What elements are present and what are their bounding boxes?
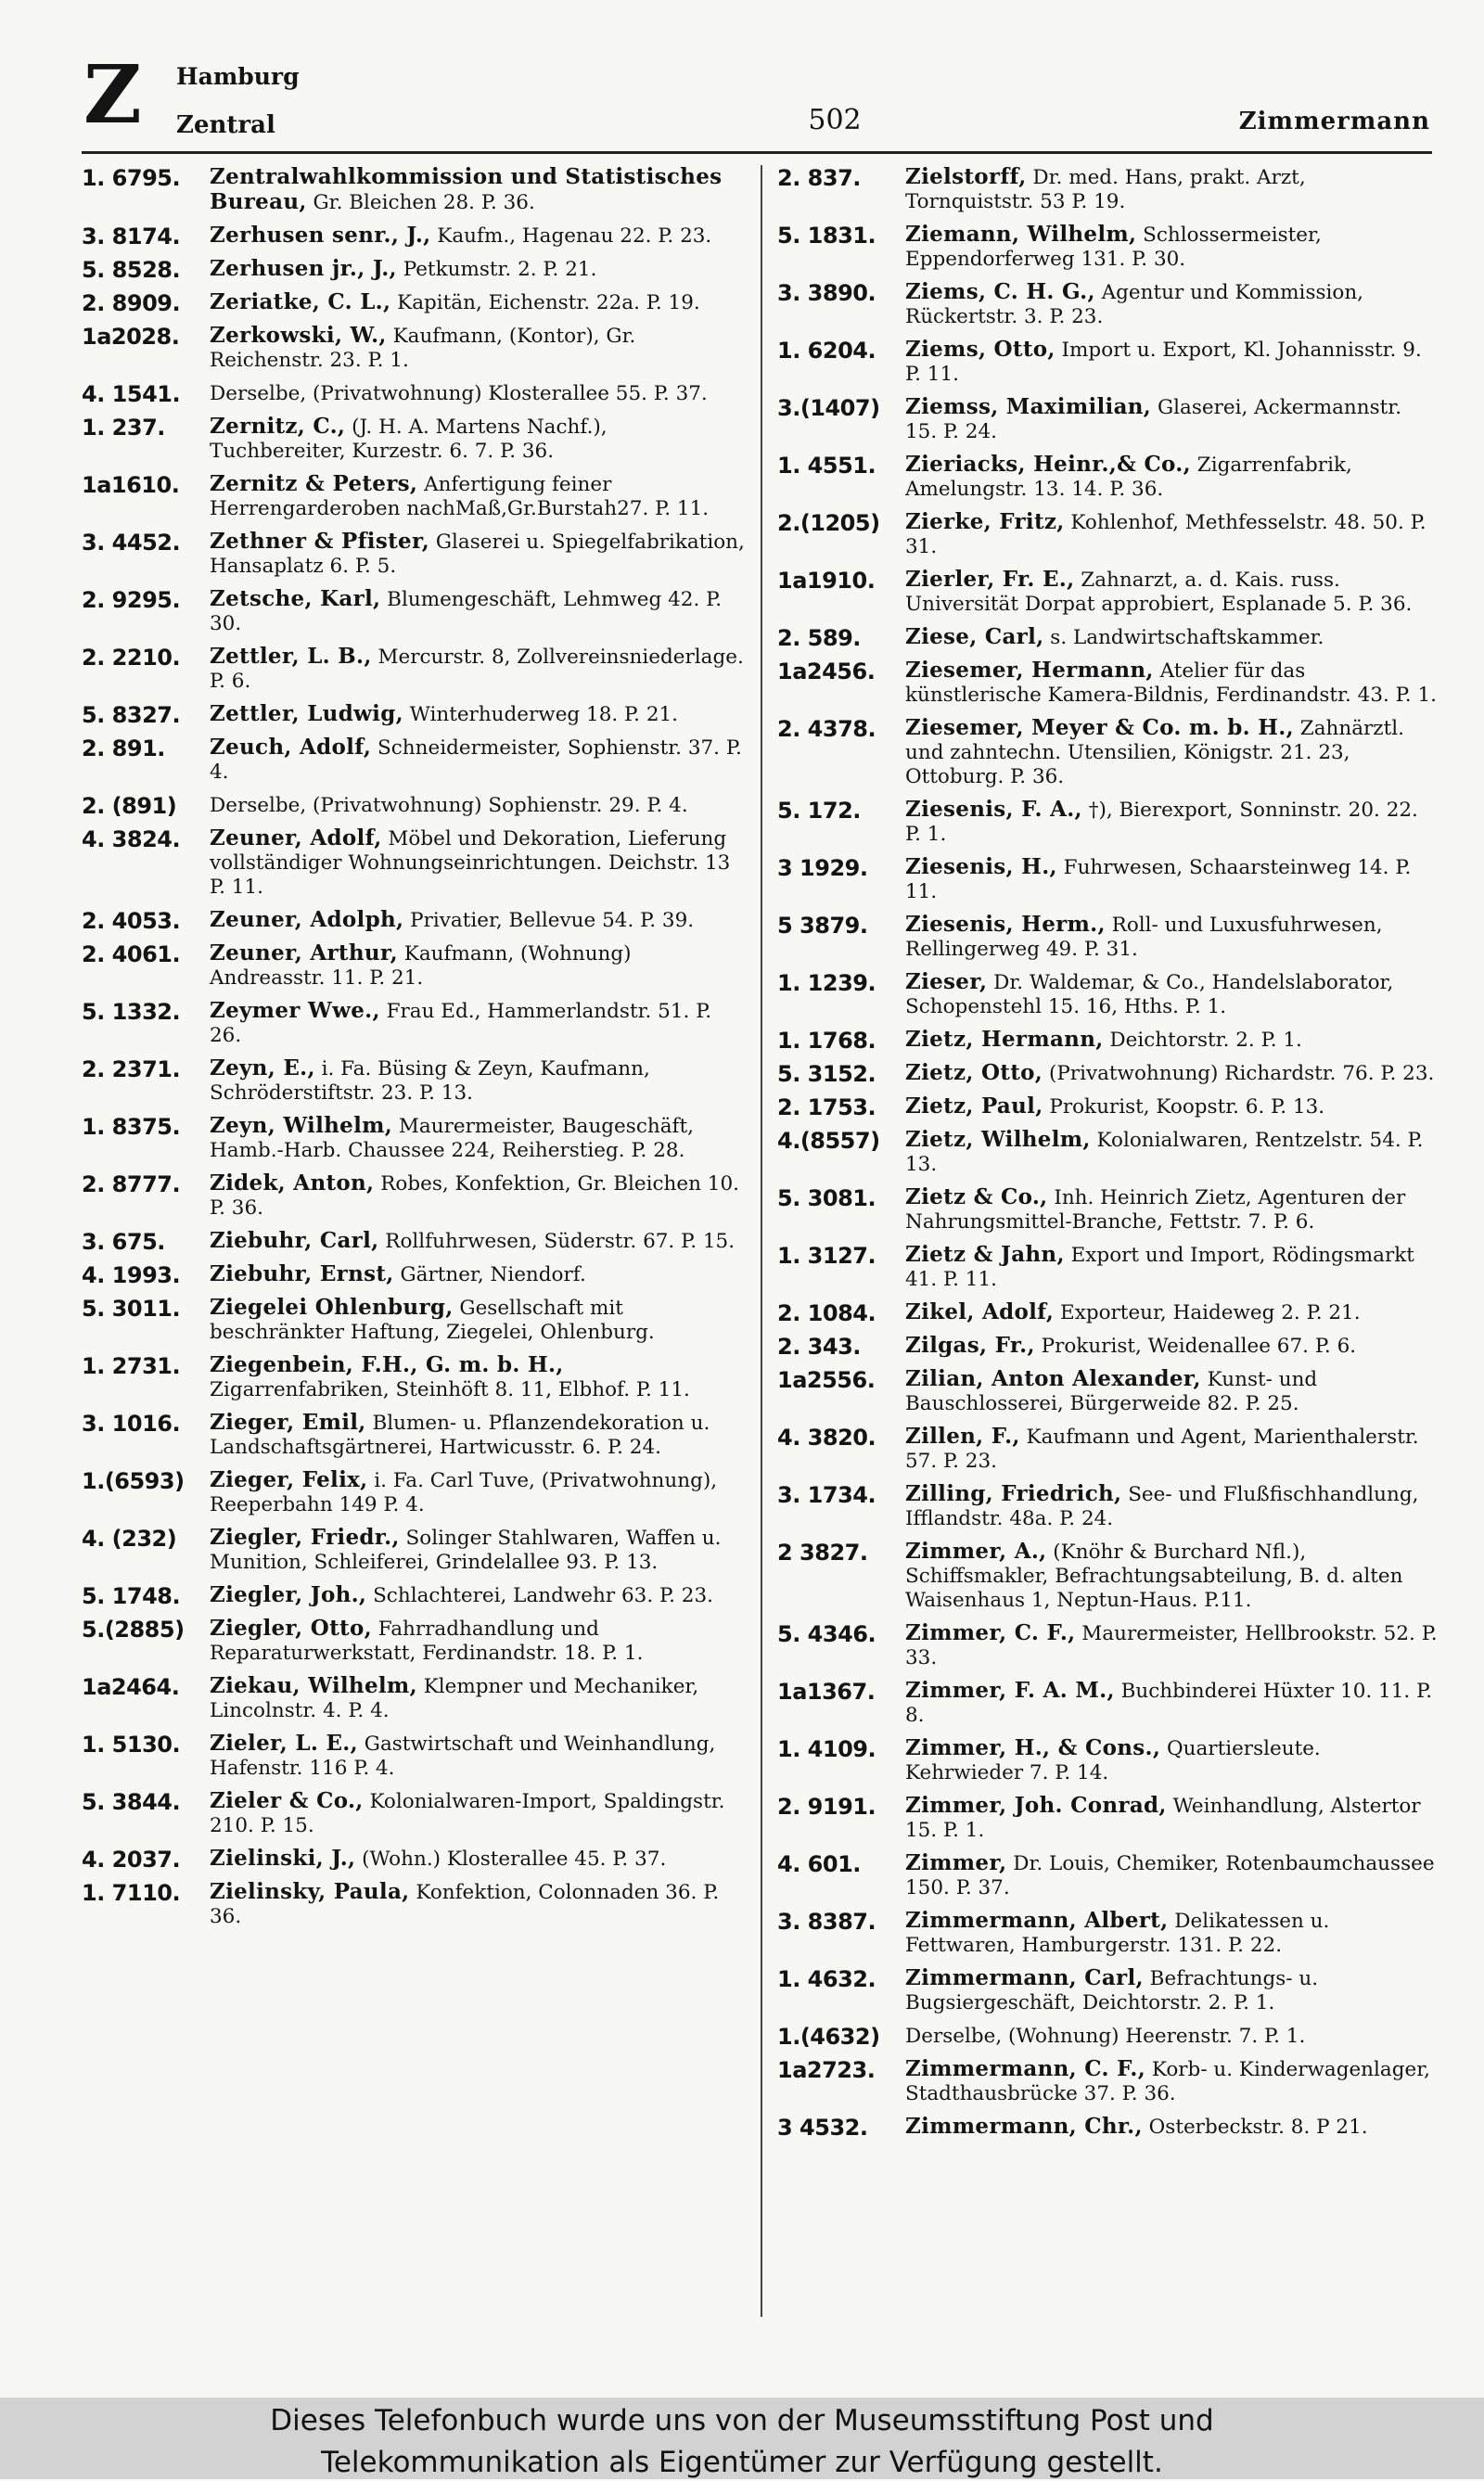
subscriber-name: Zimmer, [905, 1850, 1007, 1875]
subscriber-name: Zimmermann, Albert, [905, 1908, 1169, 1933]
subscriber-name: Zilgas, Fr., [905, 1333, 1035, 1358]
listing-entry [777, 1334, 1438, 1359]
listing-details: Kaufmann, (Kontor), Gr. Reichenstr. 23. P. 1. [210, 325, 636, 372]
listing-entry [82, 257, 748, 282]
listing-details: Kolonialwaren-Import, Spaldingstr. 210. P. 15. [210, 1790, 725, 1837]
phone-number: 4.(8557) [777, 1128, 880, 1154]
subscriber-name: Zielinski, J., [210, 1846, 356, 1871]
subscriber-name: Ziegler, Friedr., [210, 1525, 400, 1550]
listing-details: Befrachtungs- u. Bugsiergeschäft, Deichtorstr. 2. P. 1. [905, 1967, 1319, 2014]
listing-entry [82, 1617, 748, 1666]
subscriber-name: Ziese, Carl, [905, 624, 1044, 649]
subscriber-name: Zimmer, C. F., [905, 1620, 1076, 1645]
subscriber-name: Zierler, Fr. E., [905, 567, 1075, 592]
listing-details: Maurermeister, Baugeschäft, Hamb.-Harb. Chaussee 224, Reiherstieg. P. 28. [210, 1115, 694, 1162]
listing-details: Derselbe, (Privatwohnung) Klosterallee 55. P. 37. [210, 382, 708, 405]
phone-number: 2. 589. [777, 625, 861, 651]
listing-details: Privatier, Bellevue 54. P. 39. [410, 909, 695, 932]
listing-details: Export und Import, Rödingsmarkt 41. P. 11. [905, 1244, 1414, 1291]
listing-details: Blumengeschäft, Lehmweg 42. P. 30. [210, 588, 723, 635]
listing-entry [777, 223, 1438, 272]
phone-number: 3. 8174. [82, 224, 181, 249]
phone-number: 5. 1748. [82, 1583, 181, 1609]
phone-number: 1. 7110. [82, 1880, 181, 1906]
listing-details: Derselbe, (Wohnung) Heerenstr. 7. P. 1. [905, 2025, 1306, 2048]
listing-details: (Privatwohnung) Richardstr. 76. P. 23. [1048, 1062, 1435, 1085]
phone-number: 5. 8327. [82, 702, 181, 728]
phone-number: 2. 8777. [82, 1171, 181, 1197]
subscriber-name: Ziesenis, H., [905, 854, 1057, 879]
phone-number: 4. 2037. [82, 1847, 181, 1873]
listing-details: Blumen- u. Pflanzendekoration u. Landschaftsgärtnerei, Hartwicusstr. 6. P. 24. [210, 1412, 710, 1459]
subscriber-name: Zidek, Anton, [210, 1170, 375, 1196]
subscriber-name: Zimmermann, Carl, [905, 1965, 1144, 1990]
listing-details: Glaserei u. Spiegelfabrikation, Hansaplatz 6. P. 5. [210, 531, 745, 578]
listing-details: Quartiersleute. Kehrwieder 7. P. 14. [905, 1737, 1321, 1784]
listing-details: Möbel und Dekoration, Lieferung vollständiger Wohnungseinrichtungen. Deichstr. 13 P. 11. [210, 827, 731, 899]
listing-entry [82, 793, 748, 818]
subscriber-name: Zielstorff, [905, 164, 1027, 189]
phone-number: 1. 6204. [777, 338, 876, 364]
phone-number: 1. 4109. [777, 1736, 876, 1762]
phone-number: 1a1910. [777, 568, 876, 594]
subscriber-name: Zieger, Felix, [210, 1467, 368, 1492]
phone-number: 1a2556. [777, 1367, 876, 1393]
listing-entry [82, 1229, 748, 1254]
listing-entry [82, 999, 748, 1048]
subscriber-name: Zerhusen jr., J., [210, 256, 397, 281]
listing-details: Zahnarzt, a. d. Kais. russ. Universität Dorpat approbiert, Esplanade 5. P. 36. [905, 569, 1413, 616]
phone-number: 5. 4346. [777, 1621, 876, 1647]
listing-details: (Knöhr & Burchard Nfl.), Schiffsmakler, Befrachtungsabteilung, B. d. alten Waisenhaus 1, Neptun-Haus. P.11. [905, 1541, 1403, 1612]
listing-details: Import u. Export, Kl. Johannisstr. 9. P. 11. [905, 339, 1422, 386]
listing-details: (Wohn.) Klosterallee 45. P. 37. [362, 1848, 667, 1871]
subscriber-name: Zilling, Friedrich, [905, 1481, 1122, 1506]
listing-entry [82, 224, 748, 249]
subscriber-name: Ziebuhr, Carl, [210, 1228, 379, 1253]
listing-entry [777, 1094, 1438, 1119]
phone-number: 1.(4632) [777, 2024, 880, 2050]
listing-details: Gärtner, Niendorf. [400, 1263, 586, 1286]
listing-details: Glaserei, Ackermannstr. 15. P. 24. [905, 396, 1402, 443]
phone-number: 2. 1084. [777, 1300, 876, 1326]
listing-details: Schlachterei, Landwehr 63. P. 23. [373, 1584, 713, 1607]
listing-details: Robes, Konfektion, Gr. Bleichen 10. P. 36. [210, 1172, 740, 1220]
subscriber-name: Zieger, Emil, [210, 1410, 366, 1435]
subscriber-name: Zietz, Wilhelm, [905, 1127, 1091, 1152]
listing-entry [777, 1185, 1438, 1234]
phone-number: 5. 172. [777, 798, 861, 824]
subscriber-name: Zieler, L. E., [210, 1731, 358, 1756]
subscriber-name: Zikel, Adolf, [905, 1299, 1055, 1324]
listing-details: †), Bierexport, Sonninstr. 20. 22. P. 1. [905, 799, 1418, 846]
listing-details: Inh. Heinrich Zietz, Agenturen der Nahrungsmittel-Branche, Fettstr. 7. P. 6. [905, 1186, 1406, 1234]
listing-details: Klempner und Mechaniker, Lincolnstr. 4. P. 4. [210, 1675, 699, 1722]
listing-details: Schneidermeister, Sophienstr. 37. P. 4. [210, 736, 742, 784]
subscriber-name: Ziebuhr, Ernst, [210, 1261, 394, 1286]
listing-details: Kaufm., Hagenau 22. P. 23. [437, 224, 712, 248]
subscriber-name: Zilian, Anton Alexander, [905, 1366, 1201, 1391]
subscriber-name: Ziemss, Maximilian, [905, 394, 1152, 419]
listing-entry [82, 324, 748, 373]
listing-details: (J. H. A. Martens Nachf.), Tuchbereiter, Kurzestr. 6. 7. P. 36. [210, 416, 608, 463]
phone-number: 2. 343. [777, 1334, 861, 1360]
listing-entry [82, 415, 748, 464]
page-header [74, 48, 1438, 142]
phone-number: 1. 237. [82, 415, 165, 441]
listing-entry [82, 165, 748, 215]
listing-details: Schlossermeister, Eppendorferweg 131. P. 30. [905, 224, 1322, 271]
phone-number: 2. 9191. [777, 1794, 876, 1820]
phone-number: 2. 1753. [777, 1094, 876, 1120]
subscriber-name: Zernitz & Peters, [210, 471, 418, 496]
listing-entry [777, 625, 1438, 650]
listing-entry [82, 1880, 748, 1929]
subscriber-name: Zerkowski, W., [210, 323, 387, 348]
listing-entry [777, 2024, 1438, 2049]
header-area: Zentral [176, 111, 275, 139]
listing-details: Kaufmann, (Wohnung) Andreasstr. 11. P. 21. [210, 942, 632, 990]
subscriber-name: Ziesenis, Herm., [905, 912, 1106, 937]
listing-entry [82, 530, 748, 579]
listing-entry [777, 798, 1438, 847]
phone-number: 4. 1993. [82, 1262, 181, 1288]
phone-number: 5. 1332. [82, 999, 181, 1025]
phone-number: 4. 3824. [82, 826, 181, 852]
listing-entry [777, 2115, 1438, 2140]
phone-number: 1. 8375. [82, 1114, 181, 1140]
subscriber-name: Ziems, Otto, [905, 337, 1055, 362]
listing-details: Delikatessen u. Fettwaren, Hamburgerstr. 131. P. 22. [905, 1910, 1330, 1957]
listing-details: Rollfuhrwesen, Süderstr. 67. P. 15. [385, 1230, 736, 1253]
subscriber-name: Zeuner, Adolph, [210, 907, 404, 932]
phone-number: 1a1367. [777, 1679, 876, 1705]
listing-details: Kapitän, Eichenstr. 22a. P. 19. [397, 291, 700, 314]
listing-entry [82, 1583, 748, 1608]
phone-number: 5. 3081. [777, 1185, 876, 1211]
phone-number: 4. 3820. [777, 1425, 876, 1451]
header-rule [82, 151, 1432, 154]
listing-details: Agentur und Kommission, Rückertstr. 3. P. 23. [905, 281, 1364, 328]
phone-number: 2. 8909. [82, 290, 181, 316]
footer-line-1: Dieses Telefonbuch wurde uns von der Museumsstiftung Post und [270, 2404, 1214, 2437]
listing-details: Korb- u. Kinderwagenlager, Stadthausbrücke 37. P. 36. [905, 2058, 1430, 2105]
phone-number: 1. 5130. [82, 1732, 181, 1758]
listing-details: Atelier für das künstlerische Kamera-Bildnis, Ferdinandstr. 43. P. 1. [905, 659, 1437, 707]
subscriber-name: Zietz, Otto, [905, 1060, 1043, 1085]
listing-entry [777, 1794, 1438, 1843]
listing-entry [777, 1425, 1438, 1474]
listing-details: Exporteur, Haideweg 2. P. 21. [1060, 1301, 1361, 1324]
subscriber-name: Zimmermann, C. F., [905, 2056, 1145, 2081]
listing-details: Gesellschaft mit beschränkter Haftung, Ziegelei, Ohlenburg. [210, 1297, 655, 1344]
subscriber-name: Zimmer, Joh. Conrad, [905, 1793, 1167, 1818]
listing-details: Fuhrwesen, Schaarsteinweg 14. P. 11. [905, 856, 1412, 903]
listing-entry [82, 1789, 748, 1838]
subscriber-name: Zeyn, Wilhelm, [210, 1113, 393, 1138]
listing-entry [777, 2057, 1438, 2106]
listing-entry [777, 716, 1438, 789]
subscriber-name: Zeuch, Adolf, [210, 735, 372, 760]
listing-entry [82, 908, 748, 933]
subscriber-name: Zieler & Co., [210, 1788, 364, 1813]
subscriber-name: Ziems, C. H. G., [905, 279, 1095, 304]
phone-number: 3. 675. [82, 1229, 165, 1255]
phone-number: 2.(1205) [777, 510, 880, 536]
listing-details: Maurermeister, Hellbrookstr. 52. P. 33. [905, 1622, 1438, 1669]
listing-entry [777, 1061, 1438, 1086]
phone-number: 4. 1541. [82, 381, 181, 407]
listing-entry [82, 290, 748, 315]
header-catchword: Zimmermann [1238, 108, 1430, 135]
phone-number: 1a2464. [82, 1674, 180, 1700]
listing-entry [82, 735, 748, 785]
subscriber-name: Zernitz, C., [210, 414, 346, 439]
phone-number: 1. 3127. [777, 1243, 876, 1269]
phone-number: 1a2028. [82, 324, 180, 350]
listing-entry [777, 1679, 1438, 1728]
subscriber-name: Ziegler, Joh., [210, 1582, 367, 1607]
phone-number: 2. 4378. [777, 716, 876, 742]
phone-number: 3. 8387. [777, 1909, 876, 1935]
header-city: Hamburg [176, 63, 300, 90]
subscriber-name: Zetsche, Karl, [210, 586, 381, 611]
listing-details: Dr. Louis, Chemiker, Rotenbaumchaussee 150. P. 37. [905, 1852, 1435, 1899]
phone-number: 1. 1768. [777, 1028, 876, 1054]
subscriber-name: Zeuner, Adolf, [210, 825, 382, 850]
listing-entry [777, 1028, 1438, 1053]
listing-entry [777, 1300, 1438, 1325]
listing-details: Zigarrenfabrik, Amelungstr. 13. 14. P. 36. [905, 454, 1352, 501]
listing-details: i. Fa. Büsing & Zeyn, Kaufmann, Schröderstiftstr. 23. P. 13. [210, 1057, 650, 1105]
listing-details: Mercurstr. 8, Zollvereinsniederlage. P. 6. [210, 646, 744, 693]
phone-number: 2. 4053. [82, 908, 181, 934]
phone-number: 2. 891. [82, 735, 165, 761]
listing-entry [82, 1732, 748, 1781]
listing-details: Kohlenhof, Methfesselstr. 48. 50. P. 31. [905, 511, 1426, 558]
phone-number: 1a1610. [82, 472, 180, 498]
listing-entry [82, 381, 748, 406]
listing-entry [82, 587, 748, 636]
subscriber-name: Ziesenis, F. A., [905, 797, 1082, 822]
subscriber-name: Zeyn, E., [210, 1055, 315, 1081]
listing-entry [777, 1243, 1438, 1292]
subscriber-name: Zillen, F., [905, 1424, 1020, 1449]
section-letter: Z [83, 48, 140, 142]
listing-entry [777, 970, 1438, 1019]
listing-entry [82, 645, 748, 694]
listing-entry [82, 1353, 748, 1402]
phone-number: 1. 2731. [82, 1353, 181, 1379]
listing-entry [777, 568, 1438, 617]
phone-number: 2. 9295. [82, 587, 181, 613]
subscriber-name: Zimmer, H., & Cons., [905, 1735, 1161, 1760]
phone-number: 1. 6795. [82, 165, 181, 191]
phone-number: 5. 3844. [82, 1789, 181, 1815]
listing-entry [82, 1468, 748, 1517]
listing-entry [82, 1847, 748, 1872]
column-divider [761, 165, 762, 2317]
listing-entry [777, 659, 1438, 708]
page-number: 502 [808, 104, 862, 136]
phone-number: 5. 1831. [777, 223, 876, 249]
listing-entry [777, 1736, 1438, 1785]
listing-entry [82, 1171, 748, 1221]
subscriber-name: Zeriatke, C. L., [210, 289, 391, 314]
subscriber-name: Zieriacks, Heinr.,& Co., [905, 452, 1191, 477]
listing-details: Kolonialwaren, Rentzelstr. 54. P. 13. [905, 1129, 1424, 1176]
listing-entry [777, 280, 1438, 329]
phone-number: 5. 3152. [777, 1061, 876, 1087]
footer-notice [0, 2398, 1484, 2479]
phone-number: 5 3879. [777, 913, 868, 939]
phone-number: 4. 601. [777, 1851, 861, 1877]
phone-number: 1a2456. [777, 659, 876, 684]
phone-number: 2. 2371. [82, 1056, 181, 1082]
listing-entry [777, 1966, 1438, 2015]
listing-details: Buchbinderei Hüxter 10. 11. P. 8. [905, 1680, 1433, 1727]
subscriber-name: Ziesemer, Hermann, [905, 658, 1154, 683]
listing-details: Konfektion, Colonnaden 36. P. 36. [210, 1881, 720, 1928]
phone-number: 2. 4061. [82, 941, 181, 967]
listing-entry [82, 1674, 748, 1723]
listing-details: Fahrradhandlung und Reparaturwerkstatt, Ferdinandstr. 18. P. 1. [210, 1618, 644, 1665]
listing-entry [82, 826, 748, 900]
listing-entry [82, 1262, 748, 1287]
listing-details: Deichtorstr. 2. P. 1. [1109, 1029, 1302, 1052]
phone-number: 5. 8528. [82, 257, 181, 283]
listing-entry [777, 338, 1438, 387]
phone-number: 3 4532. [777, 2115, 868, 2141]
phone-number: 1.(6593) [82, 1468, 185, 1494]
phone-number: 2 3827. [777, 1540, 868, 1566]
phone-number: 4. (232) [82, 1526, 177, 1552]
footer-line-2: Telekommunikation als Eigentümer zur Verfügung gestellt. [321, 2446, 1163, 2479]
subscriber-name: Zeymer Wwe., [210, 998, 380, 1023]
phone-number: 3.(1407) [777, 395, 880, 421]
subscriber-name: Zietz, Hermann, [905, 1027, 1104, 1052]
subscriber-name: Ziekau, Wilhelm, [210, 1673, 417, 1698]
subscriber-name: Ziegenbein, F.H., G. m. b. H., [210, 1352, 564, 1377]
listing-details: Zahnärztl. und zahntechn. Utensilien, Königstr. 21. 23, Ottoburg. P. 36. [905, 717, 1404, 788]
subscriber-name: Ziesemer, Meyer & Co. m. b. H., [905, 715, 1294, 740]
subscriber-name: Zielinsky, Paula, [210, 1879, 410, 1904]
subscriber-name: Zimmer, A., [905, 1539, 1047, 1564]
listing-entry [777, 855, 1438, 904]
listing-details: Zigarrenfabriken, Steinhöft 8. 11, Elbhof. P. 11. [210, 1378, 690, 1401]
listing-entry [82, 472, 748, 521]
subscriber-name: Zeuner, Arthur, [210, 940, 398, 966]
listing-entry [777, 165, 1438, 214]
subscriber-name: Zerhusen senr., J., [210, 223, 431, 248]
phone-number: 2. 2210. [82, 645, 181, 671]
listing-entry [82, 1296, 748, 1345]
listing-details: Dr. Waldemar, & Co., Handelslaborator, Schopenstehl 15. 16, Hths. P. 1. [905, 971, 1394, 1018]
listing-entry [82, 1056, 748, 1106]
listing-details: Solinger Stahlwaren, Waffen u. Munition, Schleiferei, Grindelallee 93. P. 13. [210, 1527, 722, 1574]
listing-details: Dr. med. Hans, prakt. Arzt, Tornquiststr. 53 P. 19. [905, 166, 1306, 213]
phone-number: 2. 837. [777, 165, 861, 191]
phone-number: 2. (891) [82, 793, 177, 819]
subscriber-name: Zimmer, F. A. M., [905, 1678, 1115, 1703]
listing-details: s. Landwirtschaftskammer. [1050, 626, 1324, 649]
listing-entry [82, 1526, 748, 1575]
listing-details: Winterhuderweg 18. P. 21. [409, 703, 679, 726]
phone-number: 3. 1734. [777, 1482, 876, 1508]
listing-entry [777, 395, 1438, 444]
subscriber-name: Zietz, Paul, [905, 1093, 1043, 1119]
phone-number: 3. 1016. [82, 1411, 181, 1437]
listing-entry [777, 1128, 1438, 1177]
listing-details: Weinhandlung, Alstertor 15. P. 1. [905, 1795, 1421, 1842]
listing-details: Gastwirtschaft und Weinhandlung, Hafenstr. 116 P. 4. [210, 1733, 716, 1780]
phone-number: 1. 1239. [777, 970, 876, 996]
phone-number: 3. 3890. [777, 280, 876, 306]
right-column [777, 165, 1438, 2148]
subscriber-name: Zietz & Jahn, [905, 1242, 1065, 1267]
phone-number: 5.(2885) [82, 1617, 185, 1643]
subscriber-name: Zethner & Pfister, [210, 529, 430, 554]
listing-entry [777, 453, 1438, 502]
listing-details: Kaufmann und Agent, Marienthalerstr. 57. P. 23. [905, 1426, 1419, 1473]
phone-number: 5. 3011. [82, 1296, 181, 1322]
listing-details: Kunst- und Bauschlosserei, Bürgerweide 82. P. 25. [905, 1368, 1318, 1415]
listing-details: See- und Flußfischhandlung, Ifflandstr. 48a. P. 24. [905, 1483, 1419, 1530]
listing-details: Petkumstr. 2. P. 21. [403, 258, 597, 281]
phone-number: 1a2723. [777, 2057, 876, 2083]
listing-details: i. Fa. Carl Tuve, (Privatwohnung), Reeperbahn 149 P. 4. [210, 1469, 718, 1516]
listing-entry [777, 1367, 1438, 1416]
subscriber-name: Zettler, L. B., [210, 644, 372, 669]
listing-entry [82, 941, 748, 991]
phone-number: 3 1929. [777, 855, 868, 881]
listing-entry [777, 1540, 1438, 1613]
listing-details: Prokurist, Koopstr. 6. P. 13. [1049, 1095, 1325, 1119]
listing-entry [777, 913, 1438, 962]
phone-number: 1. 4551. [777, 453, 876, 479]
listing-entry [777, 510, 1438, 559]
subscriber-name: Zierke, Fritz, [905, 509, 1065, 534]
subscriber-name: Zentralwahlkommission und Statistisches Bureau, [210, 164, 723, 214]
subscriber-name: Ziemann, Wilhelm, [905, 222, 1137, 247]
listing-entry [777, 1621, 1438, 1670]
listing-entry [777, 1851, 1438, 1900]
subscriber-name: Ziegler, Otto, [210, 1616, 372, 1641]
listing-details: Derselbe, (Privatwohnung) Sophienstr. 29. P. 4. [210, 794, 688, 817]
listing-entry [82, 1114, 748, 1163]
listing-details: Prokurist, Weidenallee 67. P. 6. [1041, 1335, 1357, 1358]
subscriber-name: Zietz & Co., [905, 1184, 1048, 1209]
listing-details: Roll- und Luxusfuhrwesen, Rellingerweg 49. P. 31. [905, 914, 1383, 961]
subscriber-name: Zimmermann, Chr., [905, 2114, 1143, 2139]
listing-details: Osterbeckstr. 8. P 21. [1148, 2116, 1368, 2139]
subscriber-name: Zieser, [905, 969, 988, 994]
listing-entry [82, 702, 748, 727]
listing-details: Anfertigung feiner Herrengarderoben nachMaß,Gr.Burstah27. P. 11. [210, 473, 710, 520]
phone-number: 1. 4632. [777, 1966, 876, 1992]
listing-entry [777, 1482, 1438, 1531]
subscriber-name: Zettler, Ludwig, [210, 701, 403, 726]
listing-details: Frau Ed., Hammerlandstr. 51. P. 26. [210, 1000, 712, 1047]
listing-entry [82, 1411, 748, 1460]
left-column [82, 165, 748, 1937]
listing-details: Gr. Bleichen 28. P. 36. [313, 191, 535, 214]
listing-entry [777, 1909, 1438, 1958]
subscriber-name: Ziegelei Ohlenburg, [210, 1295, 454, 1320]
phone-number: 3. 4452. [82, 530, 181, 556]
